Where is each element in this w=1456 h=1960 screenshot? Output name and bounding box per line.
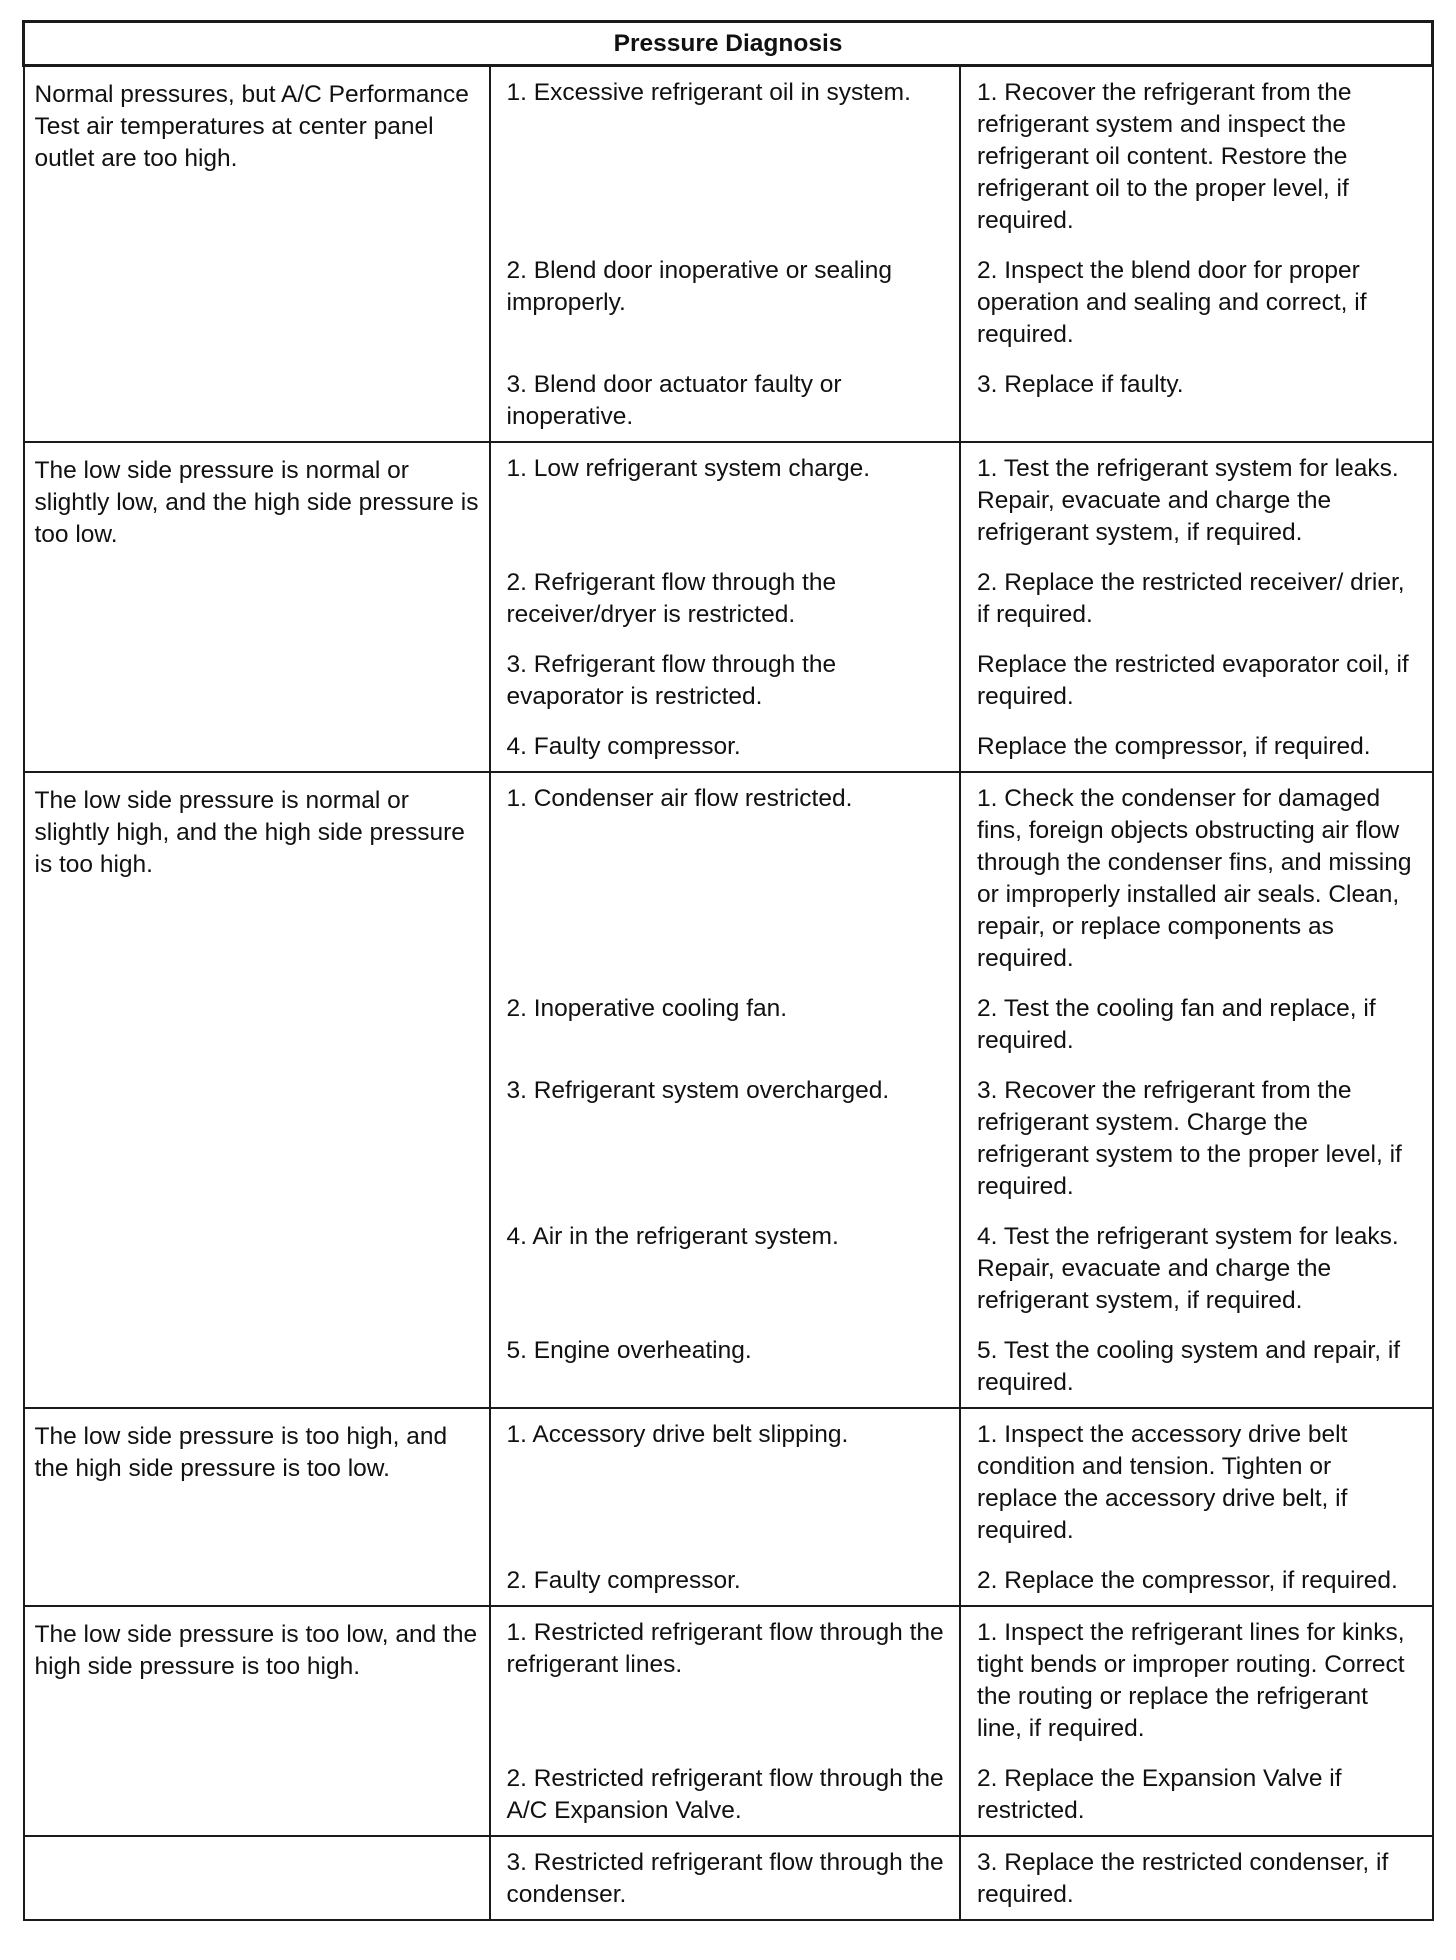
correction-text: 2. Replace the restricted receiver/ drier, if required.	[977, 569, 1405, 628]
cause-text: 3. Restricted refrigerant flow through the condenser.	[491, 1837, 962, 1919]
condition-text: Normal pressures, but A/C Performance Test air temperatures at center panel outlet are too high.	[34, 81, 469, 172]
table-row	[24, 1606, 1433, 1836]
cause-text: 4. Air in the refrigerant system.	[491, 1211, 962, 1325]
cause-text: 1. Accessory drive belt slipping.	[491, 1409, 962, 1555]
cause-text: 3. Refrigerant system overcharged.	[491, 1065, 962, 1211]
correction-text: 4. Test the refrigerant system for leaks. Repair, evacuate and charge the refrigerant system, if required.	[977, 1223, 1399, 1314]
table-body	[24, 66, 1433, 1921]
table-header-row	[24, 22, 1433, 66]
table-row	[24, 772, 1433, 1408]
correction-text: 2. Replace the compressor, if required.	[977, 1567, 1398, 1594]
condition-cell	[24, 1606, 490, 1836]
cause-text: 3. Refrigerant flow through the evaporator is restricted.	[491, 639, 962, 721]
correction-text: 2. Replace the Expansion Valve if restricted.	[977, 1765, 1342, 1824]
cause-correction-list	[491, 1409, 1432, 1605]
cause-text: 5. Engine overheating.	[491, 1325, 962, 1407]
condition-cell	[24, 66, 490, 443]
cause-correction-list	[491, 773, 1432, 1407]
table-row	[24, 442, 1433, 772]
cause-correction-cell	[490, 66, 1433, 443]
cause-correction-list	[491, 1837, 1432, 1919]
correction-text: 1. Test the refrigerant system for leaks. Repair, evacuate and charge the refrigerant system, if required.	[977, 455, 1399, 546]
condition-cell	[24, 772, 490, 1408]
cause-correction-cell	[490, 1836, 1433, 1920]
table-title: Pressure Diagnosis	[24, 22, 1433, 66]
cause-correction-list	[491, 1607, 1432, 1835]
cause-correction-cell	[490, 442, 1433, 772]
correction-text: 3. Replace if faulty.	[977, 371, 1184, 398]
cause-text: 2. Faulty compressor.	[491, 1555, 962, 1605]
cause-text: 2. Blend door inoperative or sealing improperly.	[491, 245, 962, 359]
correction-text: Replace the restricted evaporator coil, if required.	[977, 651, 1409, 710]
condition-text: The low side pressure is too low, and the high side pressure is too high.	[34, 1621, 478, 1680]
table-row	[24, 66, 1433, 443]
correction-text: 2. Inspect the blend door for proper operation and sealing and correct, if required.	[977, 257, 1367, 348]
table-row	[24, 1836, 1433, 1920]
cause-text: 1. Low refrigerant system charge.	[491, 443, 962, 557]
cause-text: 3. Blend door actuator faulty or inoperative.	[491, 359, 962, 441]
pressure-diagnosis-table	[22, 20, 1434, 1921]
correction-text: 3. Recover the refrigerant from the refrigerant system. Charge the refrigerant system to the proper level, if required.	[977, 1077, 1402, 1200]
condition-cell	[24, 442, 490, 772]
cause-correction-cell	[490, 1408, 1433, 1606]
correction-text: 1. Inspect the refrigerant lines for kinks, tight bends or improper routing. Correct the routing or replace the refrigerant line, if required.	[977, 1619, 1405, 1742]
correction-text: 1. Recover the refrigerant from the refrigerant system and inspect the refrigerant oil content. Restore the refrigerant oil to the proper level, if required.	[977, 79, 1352, 234]
condition-text: The low side pressure is normal or slightly low, and the high side pressure is too low.	[34, 457, 479, 548]
correction-text: 1. Inspect the accessory drive belt condition and tension. Tighten or replace the accessory drive belt, if required.	[977, 1421, 1348, 1544]
cause-correction-list	[491, 443, 1432, 771]
cause-correction-list	[491, 67, 1432, 441]
correction-text: Replace the compressor, if required.	[977, 733, 1371, 760]
condition-cell	[24, 1836, 490, 1920]
cause-text: 2. Inoperative cooling fan.	[491, 983, 962, 1065]
condition-cell	[24, 1408, 490, 1606]
correction-text: 3. Replace the restricted condenser, if required.	[977, 1849, 1389, 1908]
correction-text: 5. Test the cooling system and repair, if required.	[977, 1337, 1401, 1396]
table-row	[24, 1408, 1433, 1606]
cause-text: 1. Excessive refrigerant oil in system.	[491, 67, 962, 245]
cause-correction-cell	[490, 1606, 1433, 1836]
correction-text: 2. Test the cooling fan and replace, if required.	[977, 995, 1376, 1054]
cause-text: 2. Refrigerant flow through the receiver/dryer is restricted.	[491, 557, 962, 639]
cause-text: 1. Restricted refrigerant flow through the refrigerant lines.	[491, 1607, 962, 1753]
condition-text: The low side pressure is too high, and the high side pressure is too low.	[34, 1423, 448, 1482]
cause-text: 1. Condenser air flow restricted.	[491, 773, 962, 983]
condition-text: The low side pressure is normal or slightly high, and the high side pressure is too high.	[34, 787, 465, 878]
correction-text: 1. Check the condenser for damaged fins, foreign objects obstructing air flow through the condenser fins, and missing or improperly installed air seals. Clean, repair, or replace components as required.	[977, 785, 1412, 972]
cause-correction-cell	[490, 772, 1433, 1408]
cause-text: 4. Faulty compressor.	[491, 721, 962, 771]
cause-text: 2. Restricted refrigerant flow through the A/C Expansion Valve.	[491, 1753, 962, 1835]
